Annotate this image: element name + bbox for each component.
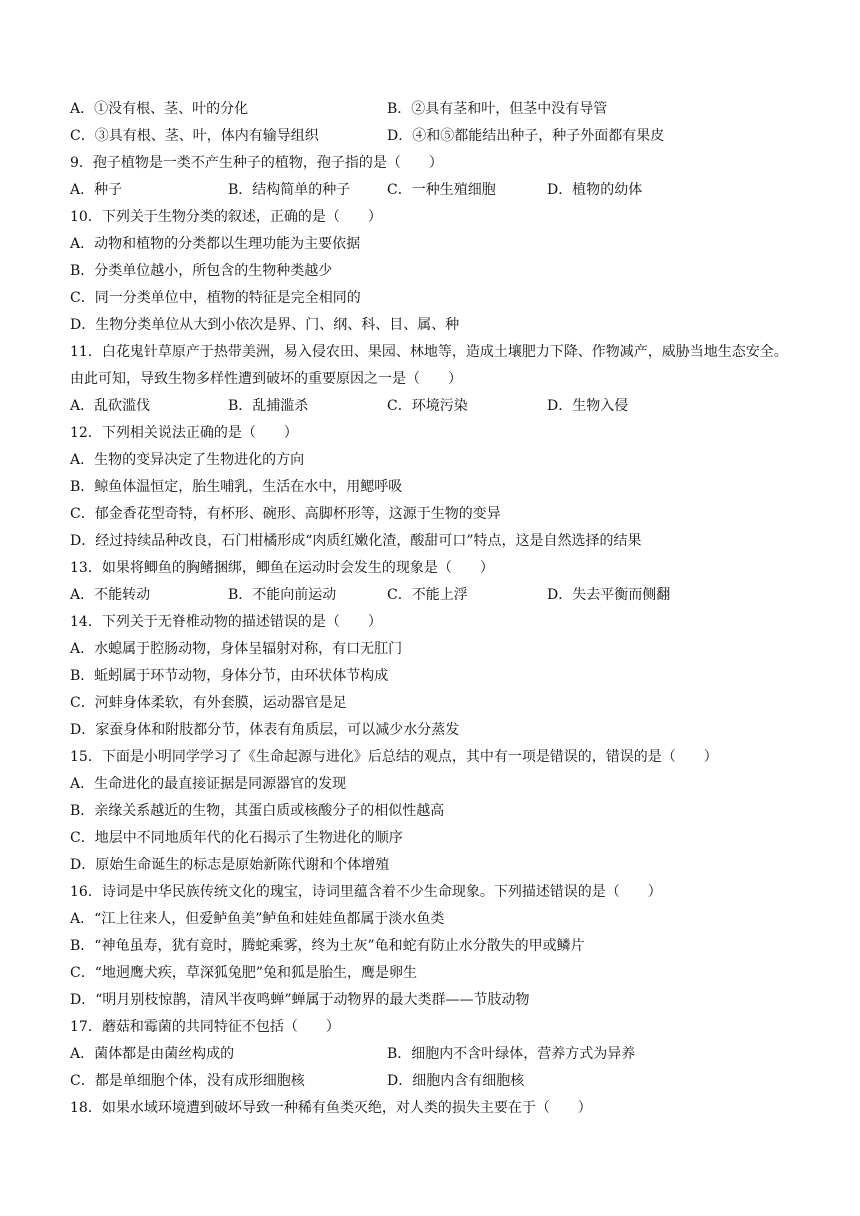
question-line: 13．如果将鲫鱼的胸鳍捆绑，鲫鱼在运动时会发生的现象是（ ） [70, 560, 494, 576]
option-text: D．生物入侵 [547, 398, 629, 414]
question-line: 17．蘑菇和霉菌的共同特征不包括（ ） [70, 1019, 340, 1035]
option-text: B．乱捕滥杀 [228, 398, 309, 414]
option-row [70, 1068, 800, 1095]
option-text: C．一种生殖细胞 [387, 182, 496, 198]
question-line: A．生命进化的最直接证据是同源器官的发现 [70, 776, 347, 792]
question-line: 16．诗词是中华民族传统文化的瑰宝，诗词里蕴含着不少生命现象。下列描述错误的是（ ） [70, 884, 662, 900]
exam-page [70, 96, 800, 1122]
question-line: A．水螅属于腔肠动物，身体呈辐射对称，有口无肛门 [70, 641, 403, 657]
question-line: 9．孢子植物是一类不产生种子的植物，孢子指的是（ ） [70, 155, 443, 171]
question-line: C．河蚌身体柔软，有外套膜，运动器官是足 [70, 695, 347, 711]
option-text: A．种子 [70, 182, 123, 198]
question-line: C．地层中不同地质年代的化石揭示了生物进化的顺序 [70, 830, 403, 846]
option-text: D．④和⑤都能结出种子，种子外面都有果皮 [387, 128, 665, 144]
question-line: A．动物和植物的分类都以生理功能为主要依据 [70, 236, 361, 252]
option-row [70, 582, 800, 609]
option-text: B．结构简单的种子 [228, 182, 351, 198]
question-line: D．“明月别枝惊鹊，清风半夜鸣蝉”蝉属于动物界的最大类群——节肢动物 [70, 992, 530, 1008]
question-line: 18．如果水域环境遭到破坏导致一种稀有鱼类灭绝，对人类的损失主要在于（ ） [70, 1100, 592, 1116]
option-row [70, 1041, 800, 1068]
question-line: D．原始生命诞生的标志是原始新陈代谢和个体增殖 [70, 857, 390, 873]
option-text: B．②具有茎和叶，但茎中没有导管 [387, 101, 608, 117]
option-text: A．①没有根、茎、叶的分化 [70, 101, 249, 117]
option-text: A．菌体都是由菌丝构成的 [70, 1046, 235, 1062]
option-text: C．不能上浮 [387, 587, 468, 603]
option-text: C．环境污染 [387, 398, 468, 414]
option-text: C．③具有根、茎、叶，体内有输导组织 [70, 128, 319, 144]
option-text: D．植物的幼体 [547, 182, 643, 198]
question-line: 15．下面是小明同学学习了《生命起源与进化》后总结的观点，其中有一项是错误的，错误的是（ ） [70, 749, 718, 765]
option-row [70, 96, 800, 123]
question-line: C．同一分类单位中，植物的特征是完全相同的 [70, 290, 361, 306]
option-text: B．细胞内不含叶绿体，营养方式为异养 [387, 1046, 636, 1062]
question-line: B．蚯蚓属于环节动物，身体分节，由环状体节构成 [70, 668, 389, 684]
question-line: B．“神龟虽寿，犹有竟时，腾蛇乘雾，终为土灰”龟和蛇有防止水分散失的甲或鳞片 [70, 938, 585, 954]
question-line: B．分类单位越小，所包含的生物种类越少 [70, 263, 333, 279]
option-text: D．细胞内含有细胞核 [387, 1073, 525, 1089]
question-line: A．“江上往来人，但爱鲈鱼美”鲈鱼和娃娃鱼都属于淡水鱼类 [70, 911, 445, 927]
option-text: C．都是单细胞个体，没有成形细胞核 [70, 1073, 305, 1089]
option-text: D．失去平衡而侧翻 [547, 587, 671, 603]
question-line: D．生物分类单位从大到小依次是界、门、纲、科、目、属、种 [70, 317, 460, 333]
option-row [70, 177, 800, 204]
question-line: D．经过持续品种改良，石门柑橘形成“肉质红嫩化渣，酸甜可口”特点，这是自然选择的结果 [70, 533, 642, 549]
option-text: A．乱砍滥伐 [70, 398, 151, 414]
question-line: C．郁金香花型奇特，有杯形、碗形、高脚杯形等，这源于生物的变异 [70, 506, 501, 522]
option-row [70, 123, 800, 150]
question-line: B．鲸鱼体温恒定，胎生哺乳，生活在水中，用鳃呼吸 [70, 479, 403, 495]
option-row [70, 393, 800, 420]
question-line: 12．下列相关说法正确的是（ ） [70, 425, 298, 441]
question-line: A．生物的变异决定了生物进化的方向 [70, 452, 305, 468]
option-text: A．不能转动 [70, 587, 151, 603]
question-line: D．家蚕身体和附肢都分节，体表有角质层，可以减少水分蒸发 [70, 722, 460, 738]
question-line: B．亲缘关系越近的生物，其蛋白质或核酸分子的相似性越高 [70, 803, 445, 819]
question-line: 10．下列关于生物分类的叙述，正确的是（ ） [70, 209, 382, 225]
option-text: B．不能向前运动 [228, 587, 337, 603]
question-line: C．“地迥鹰犬疾，草深狐兔肥”兔和狐是胎生，鹰是卵生 [70, 965, 418, 981]
question-line: 11．白花鬼针草原产于热带美洲，易入侵农田、果园、林地等，造成土壤肥力下降、作物减产，威胁当地生态安全。由此可知，导致生物多样性遭到破坏的重要原因之一是（ ） [70, 344, 788, 387]
question-line: 14．下列关于无脊椎动物的描述错误的是（ ） [70, 614, 382, 630]
